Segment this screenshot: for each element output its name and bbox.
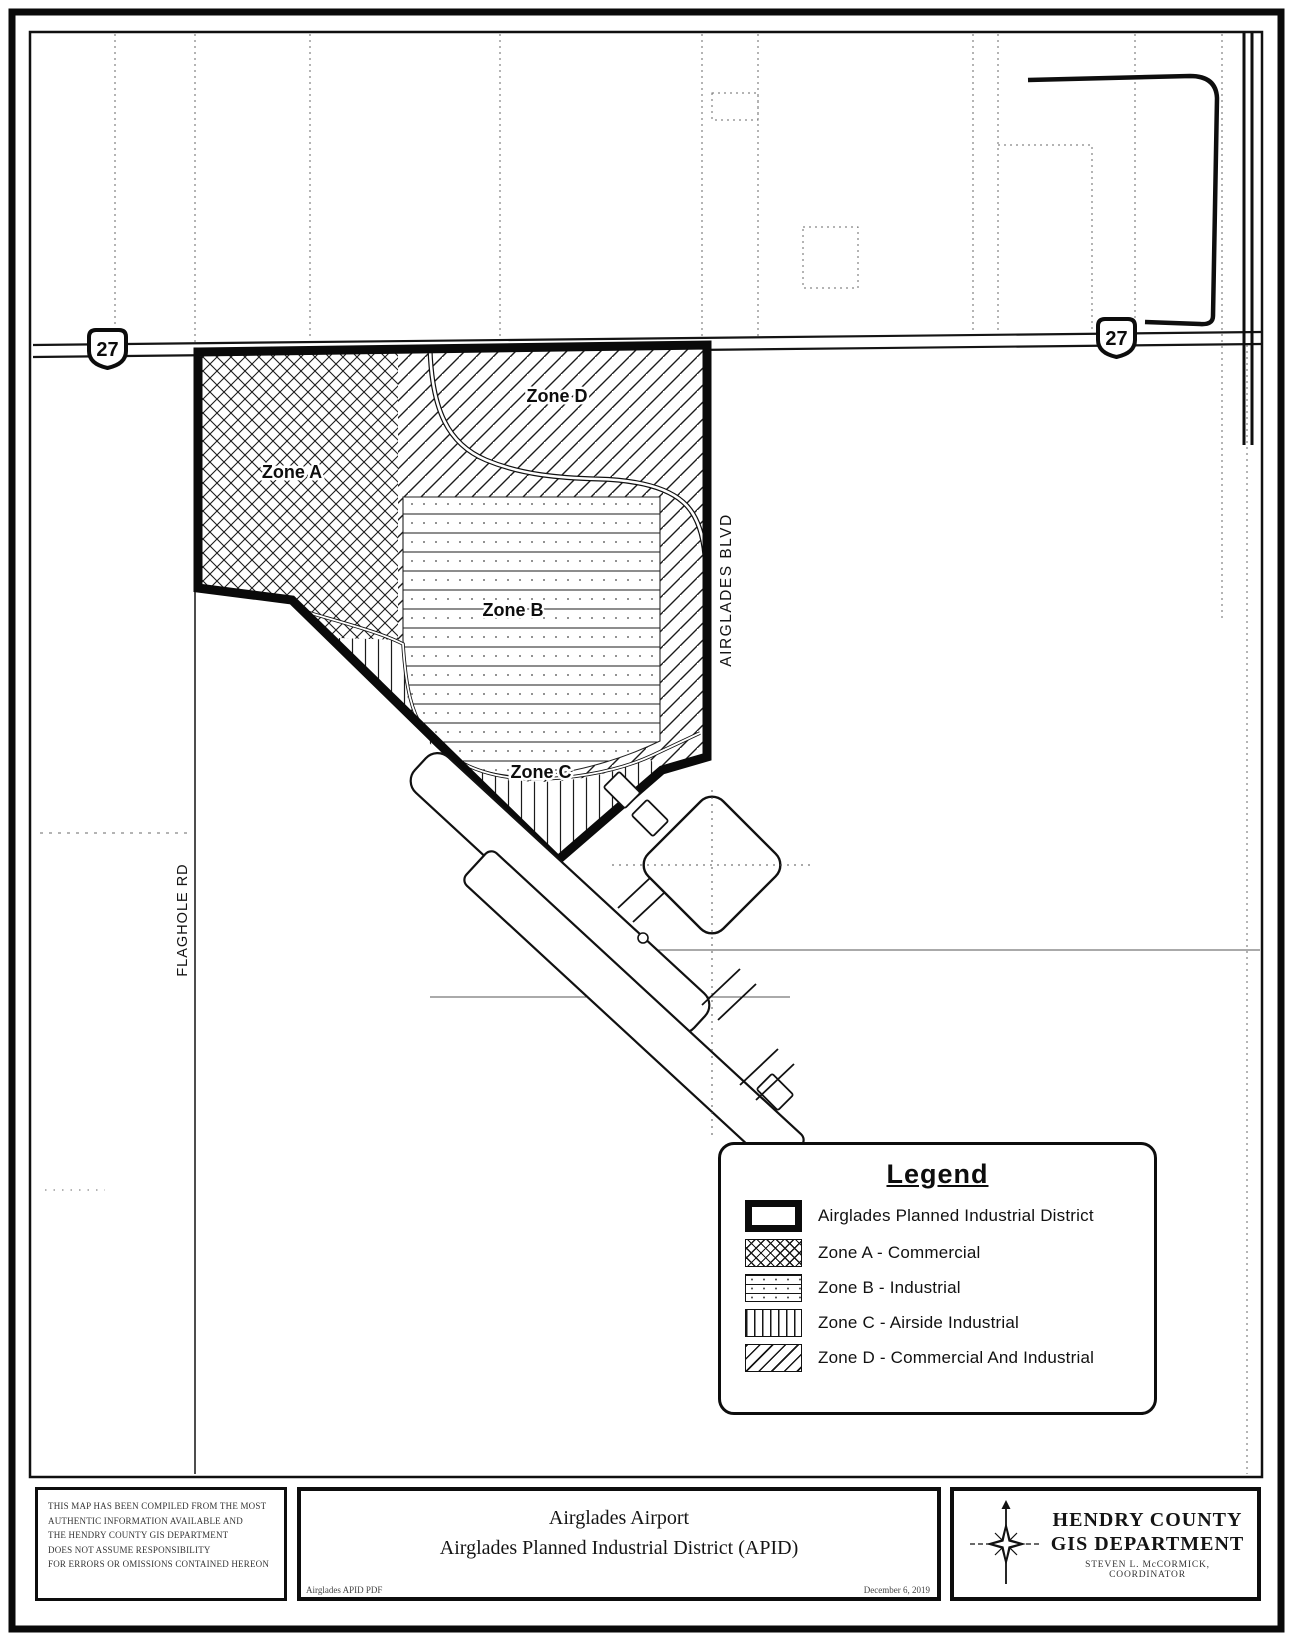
us27-shield-right-number: 27 [1105,328,1128,350]
us27-shield-left [89,330,126,368]
legend-item-zone-d [745,1344,1154,1372]
disclaimer-block [35,1487,287,1601]
legend-label-district: Airglades Planned Industrial District [818,1206,1094,1225]
disclaimer-line: THE HENDRY COUNTY GIS DEPARTMENT [48,1530,229,1541]
zone-c-label: Zone C [510,762,572,782]
diagonal-lines-swatch [745,1344,802,1372]
disclaimer-line: FOR ERRORS OR OMISSIONS CONTAINED HEREON [48,1559,270,1570]
legend-item-zone-a [745,1239,1154,1267]
disclaimer-line: DOES NOT ASSUME RESPONSIBILITY [48,1544,211,1555]
disclaimer-line: THIS MAP HAS BEEN COMPILED FROM THE MOST [48,1501,267,1511]
agency-text [1048,1508,1257,1580]
legend-item-zone-b [745,1274,1154,1302]
us27-shield-right [1098,319,1135,357]
agency-name-line1: HENDRY COUNTY [1052,1509,1243,1531]
zone-a-label: Zone A [261,462,323,482]
crosshatch-swatch [745,1239,802,1267]
map-subtitle: Airglades Planned Industrial District (APID) [439,1537,799,1559]
legend-box [718,1142,1157,1415]
disclaimer-line: AUTHENTIC INFORMATION AVAILABLE AND [48,1515,243,1526]
airglades-blvd-label: AIRGLADES BLVD [718,513,735,667]
vertical-lines-swatch [745,1309,802,1337]
coordinator-title: COORDINATOR [1109,1570,1186,1580]
legend-item-district [745,1200,1154,1232]
agency-name-line2: GIS DEPARTMENT [1050,1533,1245,1555]
horizontal-lines-swatch [745,1274,802,1302]
file-label: Airglades APID PDF [306,1585,383,1595]
map-title: Airglades Airport [548,1507,690,1529]
us27-shield-left-number: 27 [96,339,119,361]
compass-rose-icon [964,1497,1048,1591]
title-block [297,1487,941,1601]
agency-block [950,1487,1261,1601]
coordinator-name: STEVEN L. McCORMICK, [1085,1560,1210,1570]
legend-label-zone-b: Zone B - Industrial [818,1278,961,1297]
legend-label-zone-c: Zone C - Airside Industrial [818,1313,1019,1332]
date-label: December 6, 2019 [863,1585,930,1595]
zone-d-label: Zone D [526,386,588,406]
legend-label-zone-d: Zone D - Commercial And Industrial [818,1348,1095,1367]
flaghole-rd-label: FLAGHOLE RD [175,863,191,977]
legend-item-zone-c [745,1309,1154,1337]
legend-label-zone-a: Zone A - Commercial [818,1243,981,1262]
zone-b-area [403,497,660,776]
zone-b-label: Zone B [482,600,544,620]
district-outline-swatch [745,1200,802,1232]
legend-title: Legend [886,1159,989,1189]
